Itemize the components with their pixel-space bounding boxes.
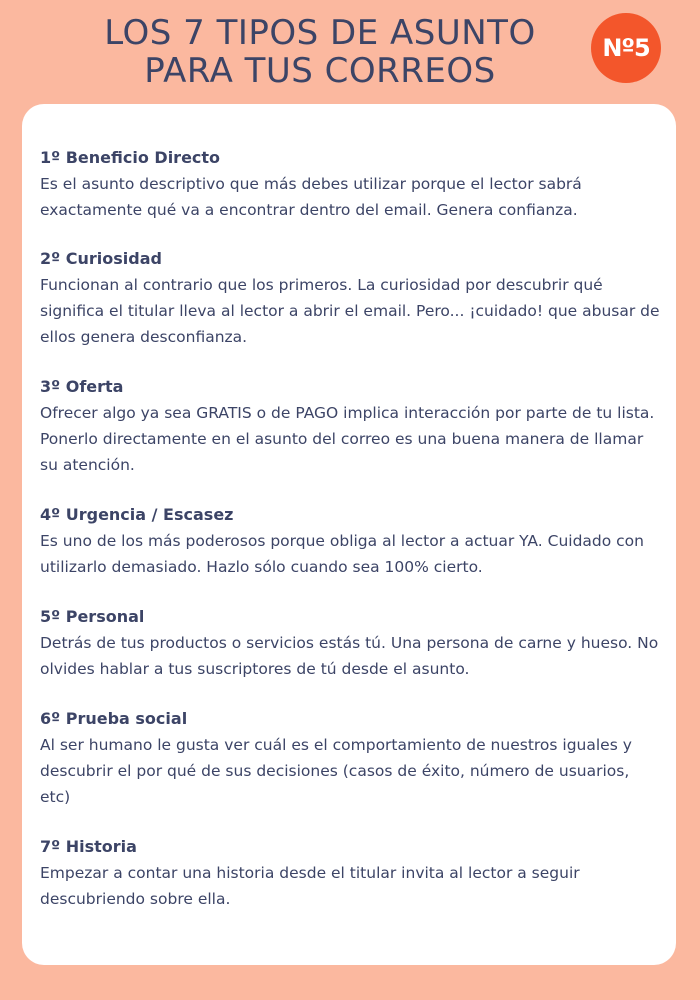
title-line-2: PARA TUS CORREOS [144, 51, 496, 91]
section-text: Al ser humano le gusta ver cuál es el comportamiento de nuestros iguales y descubrir el por qué de sus decisiones (casos de éxito, número de usuarios, etc) [40, 736, 632, 806]
content-card [22, 104, 676, 965]
section-beneficio-directo [40, 145, 660, 223]
number-badge [591, 13, 661, 83]
section-personal [40, 604, 660, 682]
section-title: 4º Urgencia / Escasez [40, 505, 234, 524]
section-oferta [40, 374, 660, 478]
page-title [0, 14, 640, 90]
section-title: 6º Prueba social [40, 709, 188, 728]
section-title: 5º Personal [40, 607, 145, 626]
section-title: 2º Curiosidad [40, 249, 162, 268]
section-title: 1º Beneficio Directo [40, 148, 221, 167]
section-text: Funcionan al contrario que los primeros. La curiosidad por descubrir qué significa el titular lleva al lector a abrir el email. Pero... ¡cuidado! que abusar de ellos genera desconfianza. [40, 276, 660, 346]
section-title: 3º Oferta [40, 377, 124, 396]
section-prueba-social [40, 706, 660, 810]
section-urgencia-escasez [40, 502, 660, 580]
title-line-1: LOS 7 TIPOS DE ASUNTO [104, 13, 536, 53]
section-historia [40, 834, 660, 912]
section-text: Empezar a contar una historia desde el titular invita al lector a seguir descubriendo sobre ella. [40, 864, 580, 908]
section-text: Ofrecer algo ya sea GRATIS o de PAGO implica interacción por parte de tu lista. Ponerlo directamente en el asunto del correo es una buena manera de llamar su atención. [40, 404, 655, 474]
section-text: Detrás de tus productos o servicios estás tú. Una persona de carne y hueso. No olvides hablar a tus suscriptores de tú desde el asunto. [40, 634, 659, 678]
section-text: Es el asunto descriptivo que más debes utilizar porque el lector sabrá exactamente qué va a encontrar dentro del email. Genera confianza. [40, 175, 582, 219]
badge-label: Nº5 [602, 34, 650, 62]
section-text: Es uno de los más poderosos porque obliga al lector a actuar YA. Cuidado con utilizarlo demasiado. Hazlo sólo cuando sea 100% cierto. [40, 532, 644, 576]
section-curiosidad [40, 246, 660, 350]
section-title: 7º Historia [40, 837, 137, 856]
